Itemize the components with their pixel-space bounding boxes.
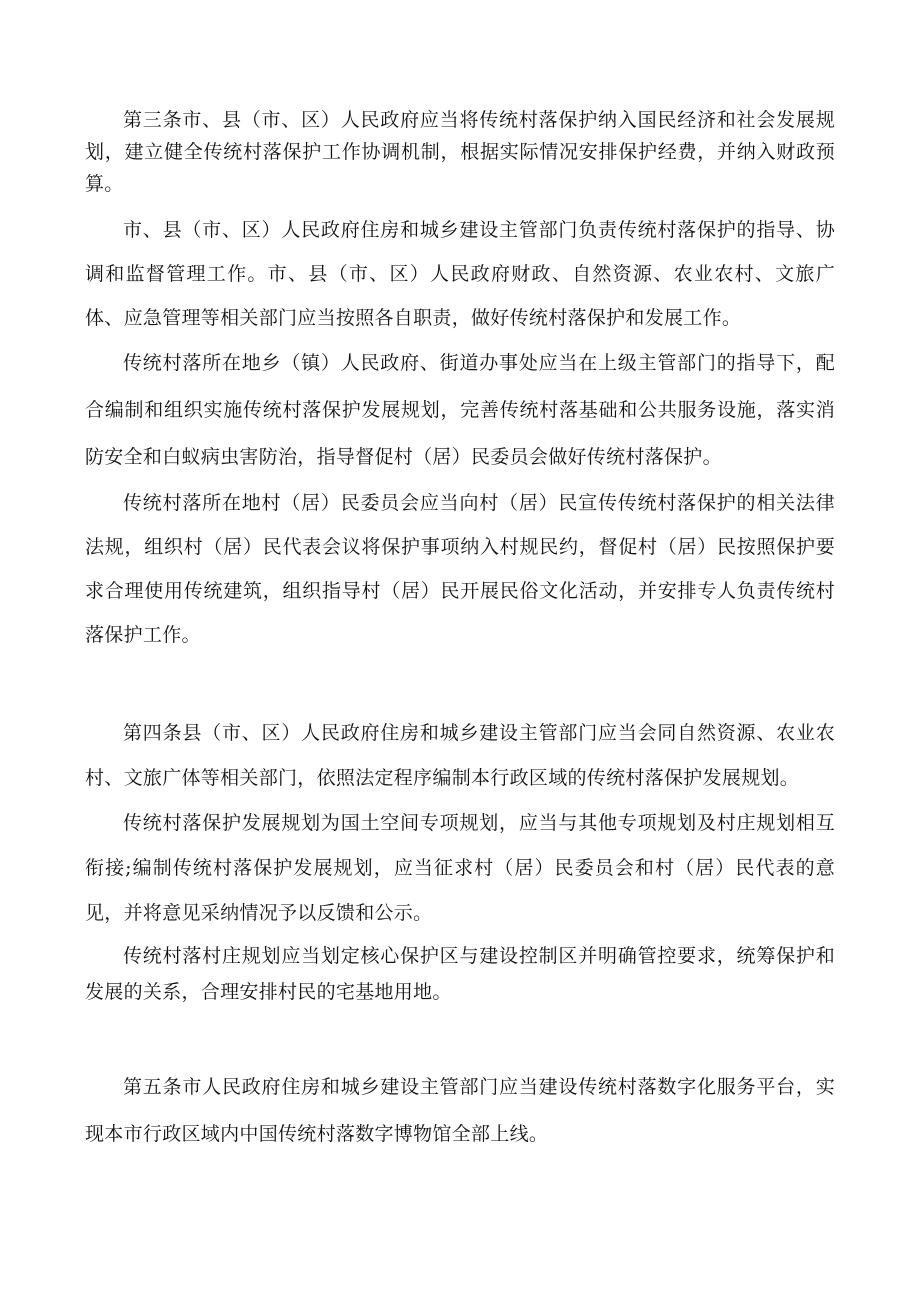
article-4	[85, 711, 835, 1010]
document-page	[85, 104, 835, 1158]
article-4-paragraph-2: 传统村落保护发展规划为国土空间专项规划，应当与其他专项规划及村庄规划相互衔接;编制传统村落保护发展规划，应当征求村（居）民委员会和村（居）民代表的意见，并将意见采纳情况予以反馈和公示。	[85, 812, 835, 924]
article-5-paragraph-1: 第五条市人民政府住房和城乡建设主管部门应当建设传统村落数字化服务平台，实现本市行政区域内中国传统村落数字博物馆全部上线。	[85, 1076, 835, 1145]
article-3-paragraph-3: 传统村落所在地乡（镇）人民政府、街道办事处应当在上级主管部门的指导下，配合编制和组织实施传统村落保护发展规划，完善传统村落基础和公共服务设施，落实消防安全和白蚁病虫害防治，指导督促村（居）民委员会做好传统村落保护。	[85, 352, 835, 468]
article-3	[85, 104, 835, 657]
article-4-paragraph-3: 传统村落村庄规划应当划定核心保护区与建设控制区并明确管控要求，统筹保护和发展的关系，合理安排村民的宅基地用地。	[85, 945, 835, 1003]
article-3-paragraph-4: 传统村落所在地村（居）民委员会应当向村（居）民宣传传统村落保护的相关法律法规，组织村（居）民代表会议将保护事项纳入村规民约，督促村（居）民按照保护要求合理使用传统建筑，组织指导村（居）民开展民俗文化活动，并安排专人负责传统村落保护工作。	[85, 492, 835, 646]
article-3-paragraph-2: 市、县（市、区）人民政府住房和城乡建设主管部门负责传统村落保护的指导、协调和监督管理工作。市、县（市、区）人民政府财政、自然资源、农业农村、文旅广体、应急管理等相关部门应当按照各自职责，做好传统村落保护和发展工作。	[85, 219, 835, 329]
article-3-paragraph-1: 第三条市、县（市、区）人民政府应当将传统村落保护纳入国民经济和社会发展规划，建立健全传统村落保护工作协调机制，根据实际情况安排保护经费，并纳入财政预算。	[85, 109, 835, 195]
article-4-paragraph-1: 第四条县（市、区）人民政府住房和城乡建设主管部门应当会同自然资源、农业农村、文旅广体等相关部门，依照法定程序编制本行政区域的传统村落保护发展规划。	[85, 722, 835, 789]
article-5	[85, 1064, 835, 1158]
